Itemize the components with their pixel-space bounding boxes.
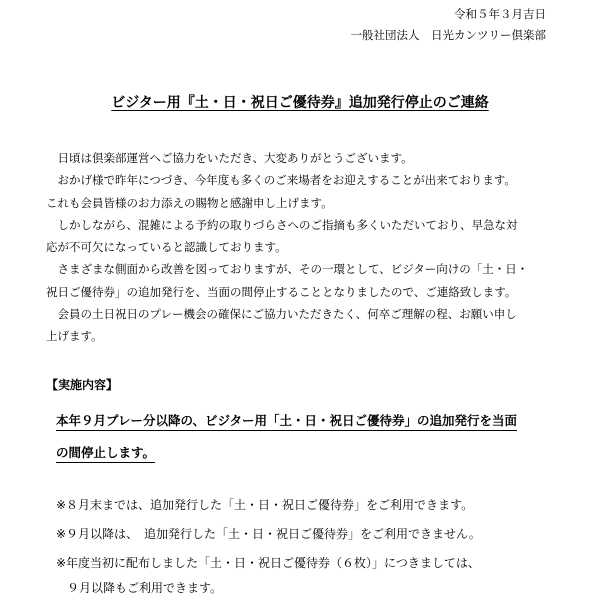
body-line: おかげ様で昨年につづき、今年度も多くのご来場者をお迎えすることが出来ております。 (46, 173, 516, 188)
issue-date: 令和５年３月吉日 (454, 7, 546, 21)
body-line: さまざまな側面から改善を図っておりますが、その一環として、ビジター向けの「土・日・ (46, 262, 529, 277)
body-line: 祝日ご優待券」の追加発行を、当面の間停止することとなりましたので、ご連絡致します。 (46, 284, 517, 299)
organization-name: 一般社団法人 日光カンツリー倶楽部 (350, 28, 546, 42)
body-line: 上げます。 (46, 329, 103, 344)
note-item-continuation: ９月以降もご利用できます。 (67, 581, 223, 595)
notes-list (56, 491, 481, 598)
body-paragraphs (46, 147, 566, 348)
document-title: ビジター用『土・日・祝日ご優待券』追加発行停止のご連絡 (111, 95, 489, 111)
highlight-line: の間停止します。 (56, 445, 156, 460)
body-line: 会員の土日祝日のプレー機会の確保にご協力いただきたく、何卒ご理解の程、お願い申し (46, 307, 517, 322)
note-item: ※年度当初に配布しました「土・日・祝日ご優待券（６枚）」につきましては、 (56, 556, 480, 570)
body-line: 日頃は倶楽部運営へご協力をいただき、大変ありがとうございます。 (46, 151, 413, 165)
body-line: しかしながら、混雑による予約の取りづらさへのご指摘も多くいただいており、早急な対 (46, 217, 518, 232)
body-line: 応が不可欠になっていると認識しております。 (46, 240, 287, 255)
section-heading: 【実施内容】 (46, 378, 119, 392)
note-item: ※８月末までは、追加発行した「土・日・祝日ご優待券」をご利用できます。 (56, 498, 474, 512)
highlight-line: 本年９月プレー分以降の、ビジター用「土・日・祝日ご優待券」の追加発行を当面 (56, 413, 518, 428)
body-line: これも会員皆様のお力添えの賜物と感謝申し上げます。 (46, 195, 333, 210)
implementation-detail (56, 405, 517, 469)
note-item: ※９月以降は、 追加発行した「土・日・祝日ご優待券」をご利用できません。 (56, 527, 481, 541)
